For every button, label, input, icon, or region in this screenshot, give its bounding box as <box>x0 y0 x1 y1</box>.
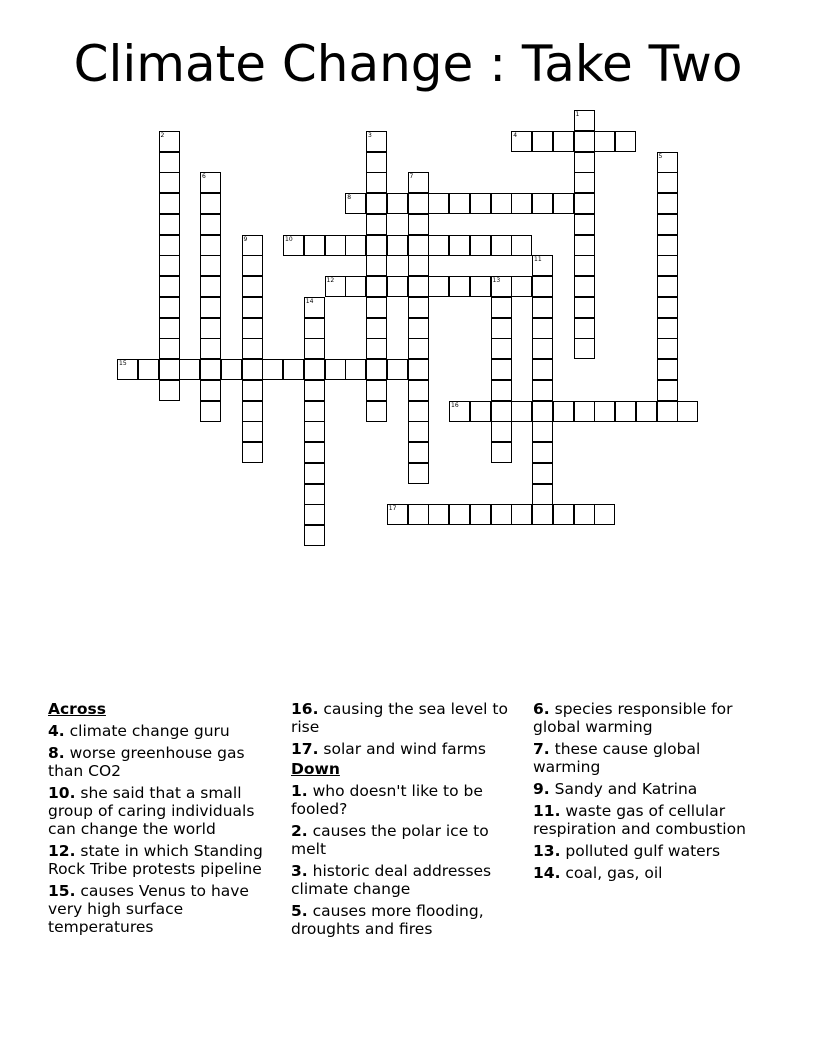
grid-cell[interactable] <box>159 255 180 276</box>
grid-cell[interactable] <box>408 214 429 235</box>
grid-cell[interactable] <box>387 359 408 380</box>
grid-cell[interactable] <box>242 442 263 463</box>
grid-cell[interactable] <box>408 442 429 463</box>
grid-cell[interactable] <box>532 318 553 339</box>
grid-cell[interactable] <box>574 131 595 152</box>
grid-cell[interactable] <box>242 235 263 256</box>
grid-cell[interactable] <box>408 297 429 318</box>
grid-cell[interactable] <box>511 504 532 525</box>
grid-cell[interactable] <box>574 504 595 525</box>
clue-number: 2 <box>160 131 165 139</box>
grid-cell[interactable] <box>574 235 595 256</box>
clue-across-8: 8. worse greenhouse gas than CO2 <box>48 744 245 780</box>
clue-down-14: 14. coal, gas, oil <box>533 864 663 882</box>
clue-down-6: 6. species responsible for global warming <box>533 700 733 736</box>
clue-number: 14 <box>305 297 314 305</box>
grid-cell[interactable] <box>428 235 449 256</box>
grid-cell[interactable] <box>366 172 387 193</box>
grid-cell[interactable] <box>428 276 449 297</box>
grid-cell[interactable] <box>200 214 221 235</box>
clue-number: 9 <box>243 235 248 243</box>
grid-cell[interactable] <box>366 380 387 401</box>
grid-cell[interactable] <box>408 463 429 484</box>
grid-cell[interactable] <box>325 359 346 380</box>
grid-cell[interactable] <box>470 193 491 214</box>
grid-cell[interactable] <box>345 359 366 380</box>
grid-cell[interactable] <box>657 214 678 235</box>
grid-cell[interactable] <box>304 504 325 525</box>
grid-cell[interactable] <box>532 255 553 276</box>
grid-cell[interactable] <box>304 359 325 380</box>
grid-cell[interactable] <box>408 276 429 297</box>
grid-cell[interactable] <box>491 359 512 380</box>
grid-cell[interactable] <box>387 504 408 525</box>
grid-cell[interactable] <box>657 172 678 193</box>
grid-cell[interactable] <box>532 463 553 484</box>
grid-cell[interactable] <box>657 276 678 297</box>
clue-number: 13 <box>492 277 501 284</box>
grid-cell[interactable] <box>408 359 429 380</box>
grid-cell[interactable] <box>532 401 553 422</box>
grid-cell[interactable] <box>532 131 553 152</box>
grid-cell[interactable] <box>511 401 532 422</box>
grid-cell[interactable] <box>553 193 574 214</box>
clue-across-10: 10. she said that a small group of caring individuals can change the world <box>48 784 255 838</box>
grid-cell[interactable] <box>366 359 387 380</box>
grid-cell[interactable] <box>408 318 429 339</box>
grid-cell[interactable] <box>491 401 512 422</box>
clue-across-17: 17. solar and wind farms <box>291 740 486 758</box>
clues-column-3 <box>533 700 765 886</box>
grid-cell[interactable] <box>159 318 180 339</box>
grid-cell[interactable] <box>657 193 678 214</box>
grid-cell[interactable] <box>428 193 449 214</box>
clue-number: 12 <box>326 277 335 284</box>
grid-cell[interactable] <box>408 380 429 401</box>
grid-cell[interactable] <box>200 172 221 193</box>
grid-cell[interactable] <box>574 110 595 131</box>
grid-cell[interactable] <box>657 255 678 276</box>
grid-cell[interactable] <box>408 193 429 214</box>
grid-cell[interactable] <box>200 235 221 256</box>
grid-cell[interactable] <box>511 193 532 214</box>
clue-number: 4 <box>513 131 518 139</box>
grid-cell[interactable] <box>574 172 595 193</box>
grid-cell[interactable] <box>304 297 325 318</box>
clues-column-1 <box>48 700 280 940</box>
grid-cell[interactable] <box>532 421 553 442</box>
clue-down-3: 3. historic deal addresses climate change <box>291 862 492 898</box>
grid-cell[interactable] <box>491 442 512 463</box>
clue-across-15: 15. causes Venus to have very high surface temperatures <box>48 882 249 936</box>
grid-cell[interactable] <box>511 131 532 152</box>
grid-cell[interactable] <box>200 401 221 422</box>
clue-number: 17 <box>388 505 397 513</box>
grid-cell[interactable] <box>366 255 387 276</box>
clue-down-11: 11. waste gas of cellular respiration and combustion <box>533 802 746 838</box>
grid-cell[interactable] <box>159 152 180 173</box>
grid-cell[interactable] <box>408 172 429 193</box>
grid-cell[interactable] <box>159 338 180 359</box>
grid-cell[interactable] <box>366 297 387 318</box>
grid-cell[interactable] <box>304 380 325 401</box>
grid-cell[interactable] <box>138 359 159 380</box>
grid-cell[interactable] <box>325 276 346 297</box>
grid-cell[interactable] <box>117 359 138 380</box>
grid-cell[interactable] <box>449 401 470 422</box>
grid-cell[interactable] <box>449 276 470 297</box>
grid-cell[interactable] <box>387 276 408 297</box>
grid-cell[interactable] <box>553 131 574 152</box>
grid-cell[interactable] <box>242 338 263 359</box>
grid-cell[interactable] <box>491 276 512 297</box>
grid-cell[interactable] <box>532 484 553 505</box>
grid-cell[interactable] <box>408 338 429 359</box>
grid-cell[interactable] <box>366 193 387 214</box>
grid-cell[interactable] <box>200 318 221 339</box>
grid-cell[interactable] <box>283 359 304 380</box>
grid-cell[interactable] <box>553 504 574 525</box>
grid-cell[interactable] <box>574 152 595 173</box>
grid-cell[interactable] <box>491 421 512 442</box>
grid-cell[interactable] <box>366 318 387 339</box>
puzzle-title: Climate Change : Take Two <box>73 35 743 93</box>
grid-cell[interactable] <box>491 380 512 401</box>
grid-cell[interactable] <box>428 504 449 525</box>
clue-number: 8 <box>347 194 352 201</box>
grid-cell[interactable] <box>159 131 180 152</box>
grid-cell[interactable] <box>159 193 180 214</box>
grid-cell[interactable] <box>574 276 595 297</box>
grid-cell[interactable] <box>615 131 636 152</box>
clue-across-12: 12. state in which Standing Rock Tribe protests pipeline <box>48 842 263 878</box>
grid-cell[interactable] <box>200 380 221 401</box>
grid-cell[interactable] <box>242 318 263 339</box>
clue-number: 15 <box>119 360 127 367</box>
grid-cell[interactable] <box>657 380 678 401</box>
clue-number: 3 <box>368 131 372 139</box>
grid-cell[interactable] <box>553 401 574 422</box>
grid-cell[interactable] <box>636 401 657 422</box>
grid-cell[interactable] <box>159 235 180 256</box>
clue-number: 1 <box>575 111 580 118</box>
grid-cell[interactable] <box>200 255 221 276</box>
grid-cell[interactable] <box>449 504 470 525</box>
grid-cell[interactable] <box>200 276 221 297</box>
grid-cell[interactable] <box>574 338 595 359</box>
grid-cell[interactable] <box>304 338 325 359</box>
grid-cell[interactable] <box>387 193 408 214</box>
clue-across-16: 16. causing the sea level to rise <box>291 700 508 736</box>
grid-cell[interactable] <box>366 338 387 359</box>
grid-cell[interactable] <box>221 359 242 380</box>
grid-cell[interactable] <box>470 401 491 422</box>
grid-cell[interactable] <box>491 338 512 359</box>
grid-cell[interactable] <box>574 255 595 276</box>
clue-down-1: 1. who doesn't like to be fooled? <box>291 782 483 818</box>
grid-cell[interactable] <box>532 380 553 401</box>
grid-cell[interactable] <box>242 297 263 318</box>
grid-cell[interactable] <box>491 318 512 339</box>
grid-cell[interactable] <box>159 380 180 401</box>
grid-cell[interactable] <box>242 421 263 442</box>
grid-cell[interactable] <box>657 401 678 422</box>
grid-cell[interactable] <box>200 193 221 214</box>
grid-cell[interactable] <box>304 484 325 505</box>
grid-cell[interactable] <box>159 359 180 380</box>
clue-number: 11 <box>534 256 542 264</box>
grid-cell[interactable] <box>159 276 180 297</box>
clue-number: 16 <box>451 401 459 409</box>
clue-down-13: 13. polluted gulf waters <box>533 842 721 860</box>
grid-cell[interactable] <box>491 504 512 525</box>
grid-cell[interactable] <box>615 401 636 422</box>
grid-cell[interactable] <box>594 131 615 152</box>
grid-cell[interactable] <box>532 193 553 214</box>
grid-cell[interactable] <box>574 193 595 214</box>
grid-cell[interactable] <box>511 276 532 297</box>
grid-cell[interactable] <box>304 235 325 256</box>
grid-cell[interactable] <box>345 235 366 256</box>
grid-cell[interactable] <box>242 359 263 380</box>
grid-cell[interactable] <box>657 297 678 318</box>
grid-cell[interactable] <box>657 152 678 173</box>
clue-number: 5 <box>658 152 663 160</box>
grid-cell[interactable] <box>594 401 615 422</box>
grid-cell[interactable] <box>242 380 263 401</box>
across-heading: Across <box>48 700 106 718</box>
grid-cell[interactable] <box>574 214 595 235</box>
grid-cell[interactable] <box>470 504 491 525</box>
grid-cell[interactable] <box>408 235 429 256</box>
grid-cell[interactable] <box>449 193 470 214</box>
grid-cell[interactable] <box>470 276 491 297</box>
grid-cell[interactable] <box>657 338 678 359</box>
clue-number: 6 <box>202 173 206 181</box>
grid-cell[interactable] <box>408 401 429 422</box>
grid-cell[interactable] <box>304 421 325 442</box>
grid-cell[interactable] <box>408 504 429 525</box>
grid-cell[interactable] <box>532 504 553 525</box>
clue-down-2: 2. causes the polar ice to melt <box>291 822 489 858</box>
grid-cell[interactable] <box>325 235 346 256</box>
grid-cell[interactable] <box>574 318 595 339</box>
clue-across-4: 4. climate change guru <box>48 722 230 740</box>
grid-cell[interactable] <box>532 442 553 463</box>
grid-cell[interactable] <box>408 421 429 442</box>
grid-cell[interactable] <box>491 235 512 256</box>
grid-cell[interactable] <box>657 235 678 256</box>
grid-cell[interactable] <box>511 235 532 256</box>
grid-cell[interactable] <box>449 235 470 256</box>
grid-cell[interactable] <box>304 318 325 339</box>
grid-cell[interactable] <box>491 297 512 318</box>
grid-cell[interactable] <box>179 359 200 380</box>
grid-cell[interactable] <box>200 297 221 318</box>
grid-cell[interactable] <box>532 297 553 318</box>
grid-cell[interactable] <box>304 442 325 463</box>
grid-cell[interactable] <box>387 235 408 256</box>
down-heading: Down <box>291 760 340 778</box>
grid-cell[interactable] <box>366 152 387 173</box>
clue-down-9: 9. Sandy and Katrina <box>533 780 698 798</box>
grid-cell[interactable] <box>345 276 366 297</box>
grid-cell[interactable] <box>242 255 263 276</box>
clue-down-7: 7. these cause global warming <box>533 740 701 776</box>
clue-number: 10 <box>285 235 293 243</box>
clue-down-5: 5. causes more flooding, droughts and fires <box>291 902 484 938</box>
grid-cell[interactable] <box>532 359 553 380</box>
grid-cell[interactable] <box>532 338 553 359</box>
grid-cell[interactable] <box>304 401 325 422</box>
grid-cell[interactable] <box>594 504 615 525</box>
grid-cell[interactable] <box>574 297 595 318</box>
grid-cell[interactable] <box>304 525 325 546</box>
grid-cell[interactable] <box>470 235 491 256</box>
grid-cell[interactable] <box>366 235 387 256</box>
grid-cell[interactable] <box>159 297 180 318</box>
clues-column-2 <box>291 700 523 942</box>
grid-cell[interactable] <box>366 131 387 152</box>
grid-cell[interactable] <box>532 276 553 297</box>
grid-cell[interactable] <box>657 318 678 339</box>
grid-cell[interactable] <box>677 401 698 422</box>
grid-cell[interactable] <box>242 276 263 297</box>
grid-cell[interactable] <box>366 214 387 235</box>
grid-cell[interactable] <box>242 401 263 422</box>
grid-cell[interactable] <box>159 172 180 193</box>
grid-cell[interactable] <box>657 359 678 380</box>
grid-cell[interactable] <box>283 235 304 256</box>
grid-cell[interactable] <box>345 193 366 214</box>
grid-cell[interactable] <box>304 463 325 484</box>
grid-cell[interactable] <box>200 338 221 359</box>
clue-number: 7 <box>409 173 414 181</box>
grid-cell[interactable] <box>159 214 180 235</box>
grid-cell[interactable] <box>200 359 221 380</box>
grid-cell[interactable] <box>366 401 387 422</box>
grid-cell[interactable] <box>262 359 283 380</box>
grid-cell[interactable] <box>574 401 595 422</box>
grid-cell[interactable] <box>408 255 429 276</box>
grid-cell[interactable] <box>491 193 512 214</box>
grid-cell[interactable] <box>366 276 387 297</box>
